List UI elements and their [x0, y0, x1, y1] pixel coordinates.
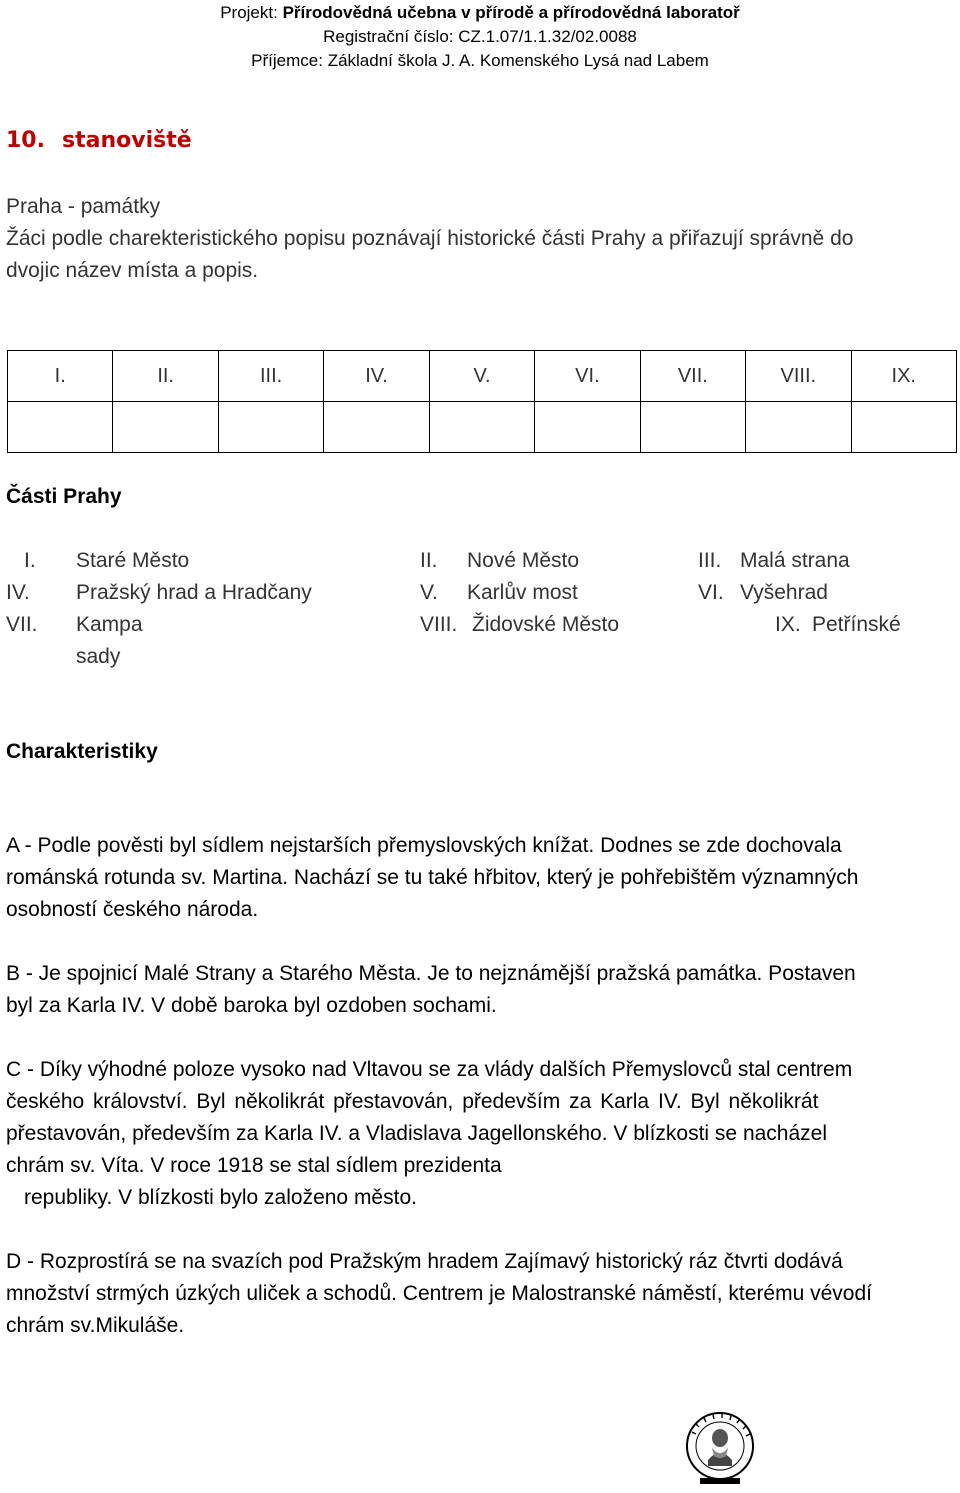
grid-answer-row [8, 402, 957, 453]
part-name: Kampa [76, 613, 143, 636]
intro-line-1: Žáci podle charekteristického popisu poznávají historické části Prahy a přiřazují správně do [6, 227, 854, 250]
answer-grid [7, 350, 957, 453]
part-number: VIII. [420, 613, 458, 636]
grid-header-row [8, 351, 957, 402]
grid-header-cell: II. [113, 351, 218, 402]
part-number: I. [24, 549, 36, 572]
school-seal-portrait-icon [672, 1410, 768, 1486]
part-name: Petřínské [812, 613, 901, 636]
part-name: Židovské Město [472, 613, 620, 636]
part-number: V. [420, 581, 438, 604]
characteristic-b-line: byl za Karla IV. V době baroka byl ozdoben sochami. [6, 994, 497, 1017]
grid-header-cell: VIII. [746, 351, 851, 402]
station-number: 10. [6, 128, 45, 153]
grid-header-cell: VI. [535, 351, 640, 402]
intro-line-2: dvojic název místa a popis. [6, 259, 259, 282]
characteristic-c-line: českého království. Byl několikrát přestavován, především za Karla IV. Byl několikrát [6, 1090, 819, 1113]
project-line: Projekt: Přírodovědná učebna v přírodě a přírodovědná laboratoř [220, 3, 740, 22]
grid-header-cell: III. [218, 351, 323, 402]
project-name: Přírodovědná učebna v přírodě a přírodovědná laboratoř [282, 3, 740, 22]
characteristic-d-line: chrám sv.Mikuláše. [6, 1314, 185, 1337]
part-name: Malá strana [740, 549, 850, 572]
part-number: VI. [698, 581, 724, 604]
characteristic-a-line: románská rotunda sv. Martina. Nachází se tu také hřbitov, který je pohřebištěm významných [6, 866, 859, 889]
part-number: IX. [775, 613, 801, 636]
characteristic-c-line: chrám sv. Víta. V roce 1918 se stal sídlem prezidenta [6, 1154, 502, 1177]
part-name: Pražský hrad a Hradčany [76, 581, 312, 604]
characteristic-a-line: osobností českého národa. [6, 898, 259, 921]
part-name-continuation: sady [76, 645, 121, 668]
grid-answer-cell[interactable] [324, 402, 429, 453]
characteristic-a-line: A - Podle pověsti byl sídlem nejstarších přemyslovských knížat. Dodnes se zde dochovala [6, 834, 842, 857]
recipient-line: Příjemce: Základní škola J. A. Komenského Lysá nad Labem [251, 51, 709, 70]
grid-header-cell: V. [429, 351, 534, 402]
part-name: Staré Město [76, 549, 190, 572]
characteristic-d-line: množství strmých úzkých uliček a schodů. Centrem je Malostranské náměstí, kterému vévodí [6, 1282, 872, 1305]
grid-answer-cell[interactable] [640, 402, 745, 453]
grid-header-cell: I. [8, 351, 113, 402]
grid-answer-cell[interactable] [535, 402, 640, 453]
part-name: Karlův most [467, 581, 578, 604]
grid-answer-cell[interactable] [851, 402, 957, 453]
part-name: Vyšehrad [740, 581, 828, 604]
grid-answer-cell[interactable] [429, 402, 534, 453]
grid-header-cell: IV. [324, 351, 429, 402]
part-number: VII. [6, 613, 38, 636]
registration-line: Registrační číslo: CZ.1.07/1.1.32/02.0088 [323, 27, 637, 46]
grid-header-cell: IX. [851, 351, 957, 402]
topic-title: Praha - památky [6, 195, 161, 218]
grid-answer-cell[interactable] [746, 402, 851, 453]
parts-heading: Části Prahy [6, 485, 122, 508]
part-name: Nové Město [467, 549, 580, 572]
characteristic-c-line: republiky. V blízkosti bylo založeno město. [24, 1186, 417, 1209]
part-number: II. [420, 549, 438, 572]
part-number: III. [698, 549, 722, 572]
characteristic-c-line: přestavován, především za Karla IV. a Vladislava Jagellonského. V blízkosti se nacházel [6, 1122, 828, 1145]
characteristic-d-line: D - Rozprostírá se na svazích pod Pražským hradem Zajímavý historický ráz čtvrti dodává [6, 1250, 843, 1273]
grid-answer-cell[interactable] [8, 402, 113, 453]
grid-answer-cell[interactable] [218, 402, 323, 453]
part-number: IV. [6, 581, 30, 604]
grid-header-cell: VII. [640, 351, 745, 402]
characteristic-c-line: C - Díky výhodné poloze vysoko nad Vltavou se za vlády dalších Přemyslovců stal centrem [6, 1058, 853, 1081]
station-word: stanoviště [62, 128, 192, 153]
recipient-name: Základní škola J. A. Komenského Lysá nad Labem [327, 51, 709, 70]
grid-answer-cell[interactable] [113, 402, 218, 453]
characteristics-heading: Charakteristiky [6, 740, 158, 763]
characteristic-b-line: B - Je spojnicí Malé Strany a Starého Města. Je to nejznámější pražská památka. Postaven [6, 962, 856, 985]
